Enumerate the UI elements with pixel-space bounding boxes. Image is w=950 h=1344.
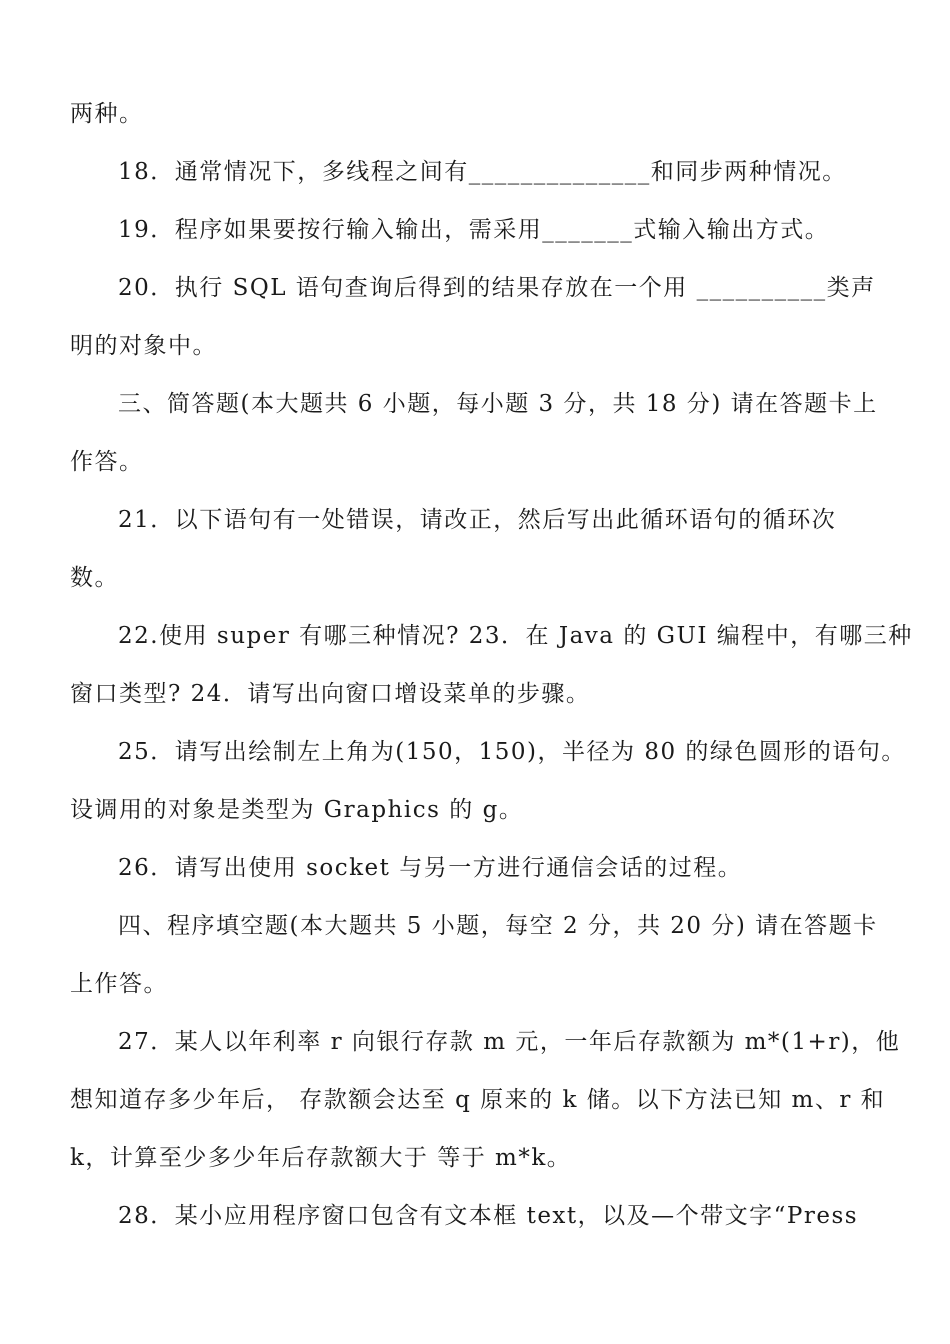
question-26: 26．请写出使用 socket 与另一方进行通信会话的过程。 bbox=[118, 855, 743, 881]
text-line: 作答。 bbox=[70, 449, 144, 475]
text-line: k，计算至少多少年后存款额大于 等于 m*k。 bbox=[70, 1145, 572, 1171]
section-heading-short-answer: 三、简答题(本大题共 6 小题，每小题 3 分，共 18 分) 请在答题卡上 bbox=[118, 391, 878, 417]
text-line: 上作答。 bbox=[70, 971, 168, 997]
text-line: 数。 bbox=[70, 565, 119, 591]
question-20: 20．执行 SQL 语句查询后得到的结果存放在一个用 __________类声 bbox=[118, 275, 876, 301]
question-27: 27．某人以年利率 r 向银行存款 m 元，一年后存款额为 m*(1+r)，他 bbox=[118, 1029, 901, 1055]
text-line: 两种。 bbox=[70, 101, 144, 127]
question-25: 25．请写出绘制左上角为(150，150)，半径为 80 的绿色圆形的语句。 bbox=[118, 739, 906, 765]
question-21: 21．以下语句有一处错误，请改正，然后写出此循环语句的循环次 bbox=[118, 507, 837, 533]
text-line: 明的对象中。 bbox=[70, 333, 217, 359]
question-19: 19．程序如果要按行输入输出，需采用_______式输入输出方式。 bbox=[118, 217, 830, 243]
text-line: 设调用的对象是类型为 Graphics 的 g。 bbox=[70, 797, 524, 823]
question-22-23: 22.使用 super 有哪三种情况? 23．在 Java 的 GUI 编程中，有哪三种 bbox=[118, 623, 913, 649]
text-line: 窗口类型? 24．请写出向窗口增设菜单的步骤。 bbox=[70, 681, 591, 707]
section-heading-fill-in: 四、程序填空题(本大题共 5 小题，每空 2 分，共 20 分) 请在答题卡 bbox=[118, 913, 878, 939]
text-line: 想知道存多少年后， 存款额会达至 q 原来的 k 储。以下方法已知 m、r 和 bbox=[70, 1087, 886, 1113]
question-28: 28．某小应用程序窗口包含有文本框 text，以及—个带文字“Press bbox=[118, 1203, 859, 1229]
question-18: 18．通常情况下，多线程之间有______________和同步两种情况。 bbox=[118, 159, 847, 185]
